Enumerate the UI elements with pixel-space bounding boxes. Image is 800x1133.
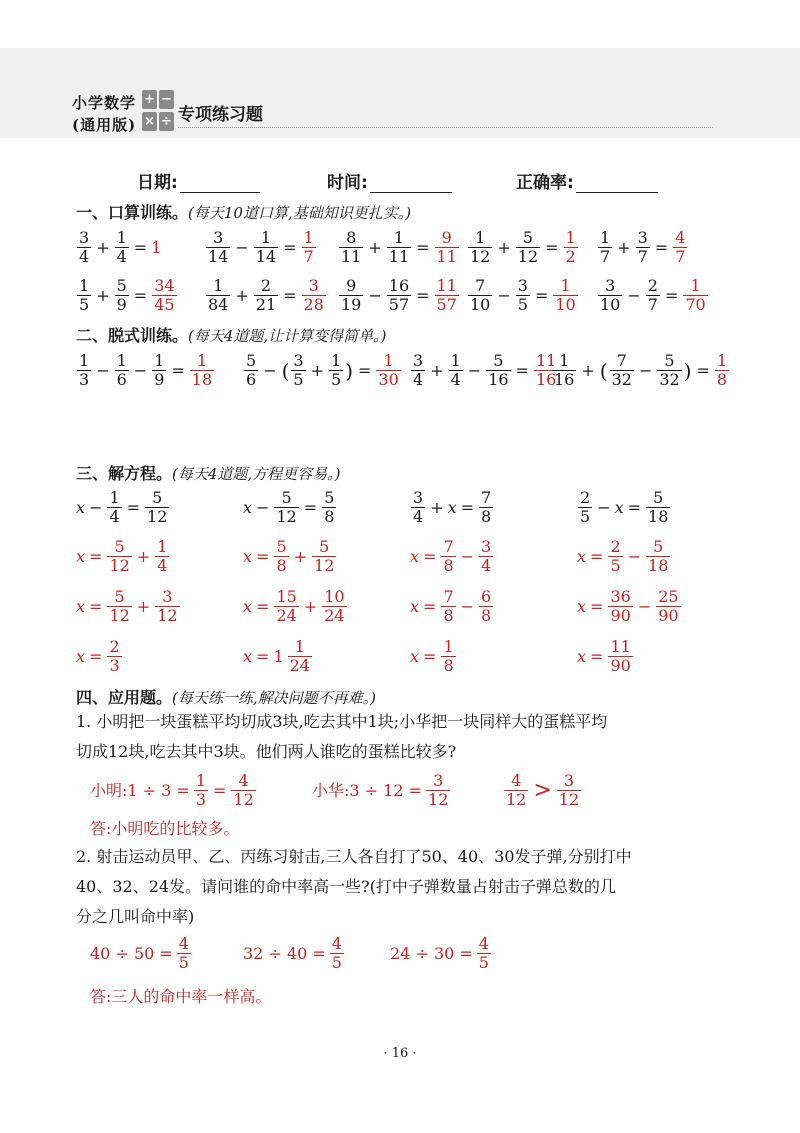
date-blank[interactable] bbox=[180, 174, 260, 193]
oral-answer: $\frac{3}{28}$ bbox=[303, 276, 324, 314]
word-problem-1-answer: 答:小明吃的比较多。 bbox=[90, 819, 240, 838]
equation-step: x = $\frac{7}{8}$ − $\frac{6}{8}$ bbox=[410, 587, 492, 625]
oral-problem: $\frac{1}{5}$ + $\frac{5}{9}$ = $\frac{34}{45}$ bbox=[79, 276, 175, 314]
oral-answer: $\frac{1}{7}$ bbox=[303, 228, 314, 266]
accuracy-field[interactable] bbox=[516, 168, 658, 193]
equation-answer: x = $\frac{11}{90}$ bbox=[577, 637, 631, 675]
word-problem-2-calc-c: 24 ÷ 30 = $\frac{4}{5}$ bbox=[390, 934, 489, 972]
stepwise-answer: $\frac{11}{16}$ bbox=[535, 351, 557, 389]
oral-answer: 1 bbox=[151, 237, 162, 257]
equation-problem: x − $\frac{5}{12}$ = $\frac{5}{8}$ bbox=[243, 488, 335, 526]
stepwise-problem: $\frac{1}{3}$ − $\frac{1}{6}$ − $\frac{1}{9}$ = $\frac{1}{18}$ bbox=[79, 351, 213, 389]
accuracy-label: 正确率: bbox=[516, 173, 574, 193]
oral-problem: $\frac{1}{12}$ + $\frac{5}{12}$ = $\frac{1}{2}$ bbox=[470, 228, 576, 266]
oral-problem: $\frac{1}{84}$ + $\frac{2}{21}$ = $\frac{3}{28}$ bbox=[208, 276, 324, 314]
oral-answer: $\frac{9}{11}$ bbox=[436, 228, 457, 266]
word-problem-1-text: 1. 小明把一块蛋糕平均切成3块,吃去其中1块;小华把一块同样大的蛋糕平均 切成12块,吃去其中3块。他们两人谁吃的蛋糕比较多? bbox=[76, 712, 608, 761]
minus-icon: − bbox=[159, 90, 174, 109]
accuracy-blank[interactable] bbox=[576, 174, 658, 193]
oral-problem: $\frac{3}{4}$ + $\frac{1}{4}$ = 1 bbox=[79, 228, 162, 266]
date-field[interactable] bbox=[137, 168, 260, 193]
operator-icons bbox=[142, 90, 174, 132]
page-number: · 16 · bbox=[383, 1046, 417, 1061]
equation-answer: x = 1 $\frac{1}{24}$ bbox=[243, 637, 310, 675]
oral-answer: $\frac{11}{57}$ bbox=[436, 276, 457, 314]
equation-problem: $\frac{3}{4}$ + x = $\frac{7}{8}$ bbox=[413, 488, 492, 526]
equation-step: x = $\frac{5}{8}$ + $\frac{5}{12}$ bbox=[243, 537, 335, 575]
word-problem-1-calc-xiaohua: 小华:3 ÷ 12 = $\frac{3}{12}$ bbox=[312, 771, 449, 809]
time-blank[interactable] bbox=[370, 174, 452, 193]
word-problem-1-calc-xiaoming: 小明:1 ÷ 3 = $\frac{1}{3}$ = $\frac{4}{12}$ bbox=[90, 771, 254, 809]
date-label: 日期: bbox=[137, 173, 178, 193]
equation-step: x = $\frac{15}{24}$ + $\frac{10}{24}$ bbox=[243, 587, 345, 625]
oral-problem: $\frac{3}{10}$ − $\frac{2}{7}$ = $\frac{1}{70}$ bbox=[600, 276, 706, 314]
stepwise-problem: $\frac{1}{16}$ + ( $\frac{7}{32}$ − $\frac{5}{32}$ ) = $\frac{1}{8}$ bbox=[554, 351, 728, 389]
oral-answer: $\frac{4}{7}$ bbox=[675, 228, 686, 266]
oral-answer: $\frac{1}{70}$ bbox=[685, 276, 706, 314]
multiply-icon: × bbox=[142, 112, 157, 131]
oral-problem: $\frac{8}{11}$ + $\frac{1}{11}$ = $\frac{9}{11}$ bbox=[341, 228, 457, 266]
oral-problem: $\frac{3}{14}$ − $\frac{1}{14}$ = $\frac{1}{7}$ bbox=[208, 228, 314, 266]
time-field[interactable] bbox=[327, 168, 452, 193]
word-problem-2-calc-b: 32 ÷ 40 = $\frac{4}{5}$ bbox=[243, 934, 342, 972]
equation-problem: $\frac{2}{5}$ − x = $\frac{5}{18}$ bbox=[580, 488, 669, 526]
equation-answer: x = $\frac{1}{8}$ bbox=[410, 637, 454, 675]
section-oral-heading: 一、口算训练。(每天10道口算,基础知识更扎实。) bbox=[76, 203, 412, 222]
word-problem-2-text: 2. 射击运动员甲、乙、丙练习射击,三人各自打了50、40、30发子弹,分别打中 40、32、24发。请问谁的命中率高一些?(打中子弹数量占射击子弹总数的几 分之几叫命中率) bbox=[76, 847, 632, 926]
oral-problem: $\frac{1}{7}$ + $\frac{3}{7}$ = $\frac{4}{7}$ bbox=[600, 228, 686, 266]
equation-step: x = $\frac{5}{12}$ + $\frac{1}{4}$ bbox=[76, 537, 168, 575]
stepwise-answer: $\frac{1}{18}$ bbox=[191, 351, 213, 389]
section-word-problem-heading: 四、应用题。(每天练一练,解决问题不再难。) bbox=[76, 688, 376, 707]
word-problem-1-comparison: $\frac{4}{12}$ > $\frac{3}{12}$ bbox=[506, 771, 580, 809]
stepwise-problem: $\frac{5}{6}$ − ( $\frac{3}{5}$ + $\frac{1}{5}$ ) = $\frac{1}{30}$ bbox=[246, 351, 399, 389]
equation-step: x = $\frac{7}{8}$ − $\frac{3}{4}$ bbox=[410, 537, 492, 575]
time-label: 时间: bbox=[327, 173, 368, 193]
equation-step: x = $\frac{5}{12}$ + $\frac{3}{12}$ bbox=[76, 587, 178, 625]
divide-icon: ÷ bbox=[159, 112, 174, 131]
header-divider bbox=[178, 127, 713, 128]
equation-problem: x − $\frac{1}{4}$ = $\frac{5}{12}$ bbox=[76, 488, 168, 526]
oral-answer: $\frac{1}{10}$ bbox=[555, 276, 576, 314]
oral-answer: $\frac{34}{45}$ bbox=[154, 276, 175, 314]
plus-icon: + bbox=[142, 90, 157, 109]
oral-problem: $\frac{9}{19}$ − $\frac{16}{57}$ = $\frac{11}{57}$ bbox=[341, 276, 457, 314]
stepwise-answer: $\frac{1}{8}$ bbox=[716, 351, 728, 389]
oral-problem: $\frac{7}{10}$ − $\frac{3}{5}$ = $\frac{1}{10}$ bbox=[470, 276, 576, 314]
section-stepwise-heading: 二、脱式训练。(每天4道题,让计算变得简单。) bbox=[76, 326, 387, 345]
word-problem-2-calc-a: 40 ÷ 50 = $\frac{4}{5}$ bbox=[90, 934, 189, 972]
stepwise-answer: $\frac{1}{30}$ bbox=[378, 351, 399, 389]
edition-label: (通用版) bbox=[72, 116, 137, 134]
page-title: 专项练习题 bbox=[178, 105, 263, 125]
series-name: 小学数学 bbox=[72, 94, 137, 112]
word-problem-2-answer: 答:三人的命中率一样高。 bbox=[90, 987, 272, 1006]
stepwise-problem: $\frac{3}{4}$ + $\frac{1}{4}$ − $\frac{5}{16}$ = $\frac{11}{16}$ bbox=[413, 351, 557, 389]
equation-answer: x = $\frac{2}{3}$ bbox=[76, 637, 120, 675]
oral-answer: $\frac{1}{2}$ bbox=[565, 228, 576, 266]
equation-step: x = $\frac{36}{90}$ − $\frac{25}{90}$ bbox=[577, 587, 679, 625]
section-equation-heading: 三、解方程。(每天4道题,方程更容易。) bbox=[76, 464, 341, 483]
equation-step: x = $\frac{2}{5}$ − $\frac{5}{18}$ bbox=[577, 537, 669, 575]
